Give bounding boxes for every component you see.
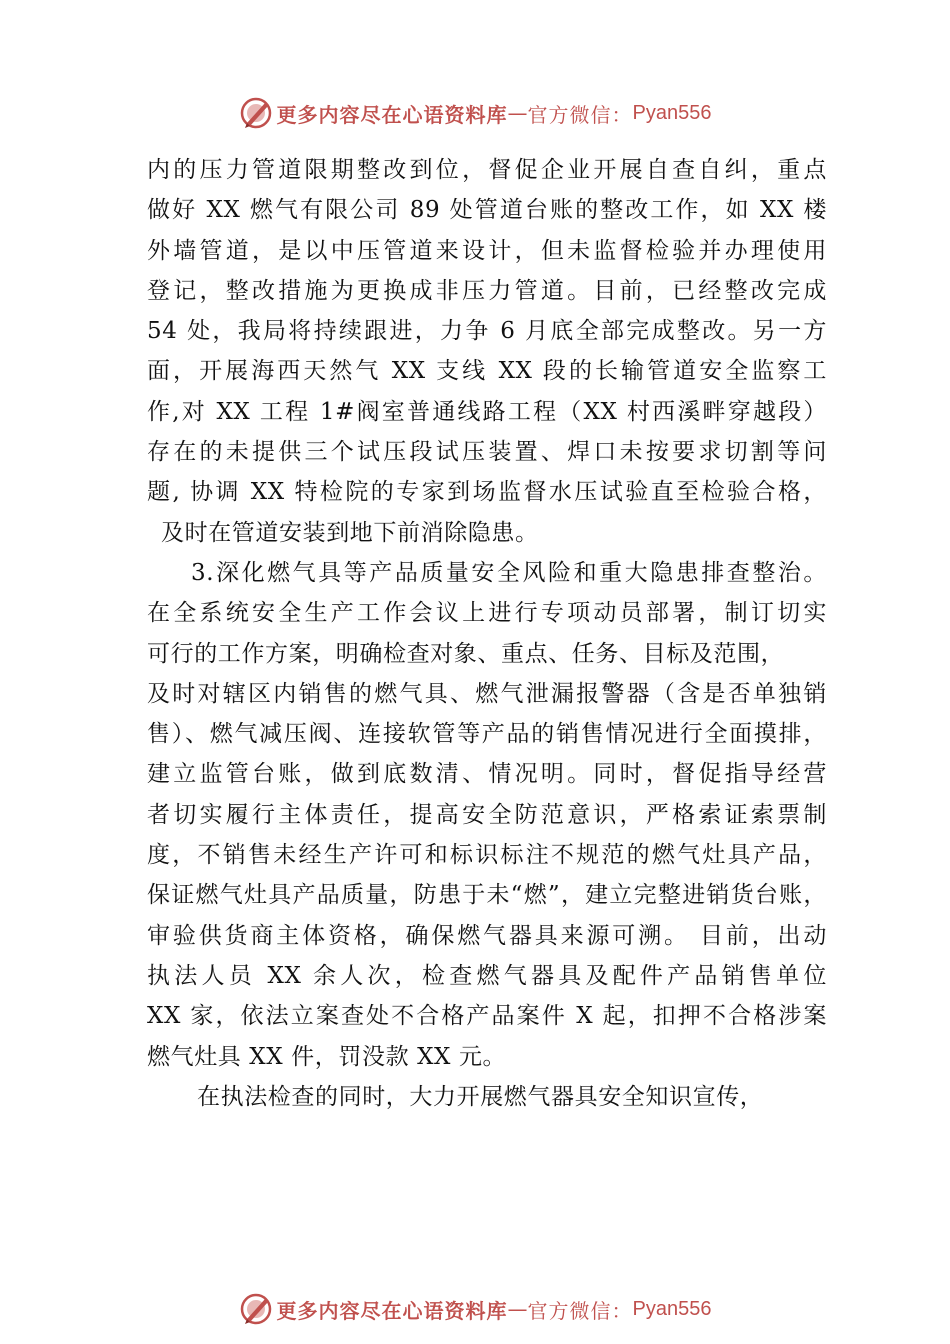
document-body [147,150,827,1117]
text-line: 54 处，我局将持续跟进，力争 6 月底全部完成整改。另一方 [147,318,827,345]
text-line: 售）、燃气减压阀、连接软管等产品的销售情况进行全面摸排， [147,721,827,748]
wechat-id: Pyan556 [632,101,712,124]
banner-title: 更多内容尽在心语资料库 [276,1298,508,1323]
text-line: 者切实履行主体责任，提高安全防范意识，严格索证索票制 [147,801,827,828]
text-line: 题, 协调 XX 特检院的专家到场监督水压试验直至检验合格， [147,479,827,506]
paragraph-start-line: 在执法检查的同时，大力开展燃气器具安全知识宣传， [197,1083,764,1110]
text-line: 在全系统安全生产工作会议上进行专项动员部署，制订切实 [147,600,827,627]
text-line: 度，不销售未经生产许可和标识标注不规范的燃气灶具产品， [147,842,827,869]
text-line: 及时对辖区内销售的燃气具、燃气泄漏报警器（含是否单独销 [147,680,827,707]
text-line: 及时在管道安装到地下前消除隐患。 [161,519,539,546]
text-line: 燃气灶具 XX 件，罚没款 XX 元。 [147,1043,507,1070]
text-line: 做好 XX 燃气有限公司 89 处管道台账的整改工作，如 XX 楼 [147,197,827,224]
text-line: 存在的未提供三个试压段试压装置、焊口未按要求切割等问 [147,439,827,466]
text-line: 可行的工作方案，明确检查对象、重点、任务、目标及范围， [147,640,785,667]
text-line: 审验供货商主体资格，确保燃气器具来源可溯。 目前，出动 [147,922,827,949]
header-banner [0,93,950,133]
wechat-id: Pyan556 [632,1297,712,1320]
text-line: 面，开展海西天然气 XX 支线 XX 段的长输管道安全监察工 [147,358,827,385]
pen-seal-logo-icon [239,96,273,130]
text-line: 保证燃气灶具产品质量，防患于未“燃”，建立完整进销货台账， [147,882,827,909]
text-line: 建立监管台账，做到底数清、情况明。同时，督促指导经营 [147,761,827,788]
text-line: 外墙管道，是以中压管道来设计，但未监督检验并办理使用 [147,237,827,264]
text-line: 执法人员 XX 余人次，检查燃气器具及配件产品销售单位 [147,962,827,989]
banner-separator: — [507,1297,528,1321]
text-line: 登记，整改措施为更换成非压力管道。目前，已经整改完成 [147,277,827,304]
text-line: XX 家，依法立案查处不合格产品案件 X 起，扣押不合格涉案 [147,1003,827,1030]
footer-banner [0,1289,950,1329]
section-heading: 3.深化燃气具等产品质量安全风险和重大隐患排查整治。 [191,559,827,586]
text-line: 内的压力管道限期整改到位，督促企业开展自查自纠，重点 [147,157,827,183]
banner-separator: — [507,101,528,125]
text-line: 作,对 XX 工程 1#阀室普通线路工程（XX 村西溪畔穿越段） [147,398,827,425]
pen-seal-logo-icon [239,1292,273,1326]
banner-title: 更多内容尽在心语资料库 [276,102,508,127]
wechat-label: 官方微信： [527,102,633,127]
wechat-label: 官方微信： [527,1298,633,1323]
